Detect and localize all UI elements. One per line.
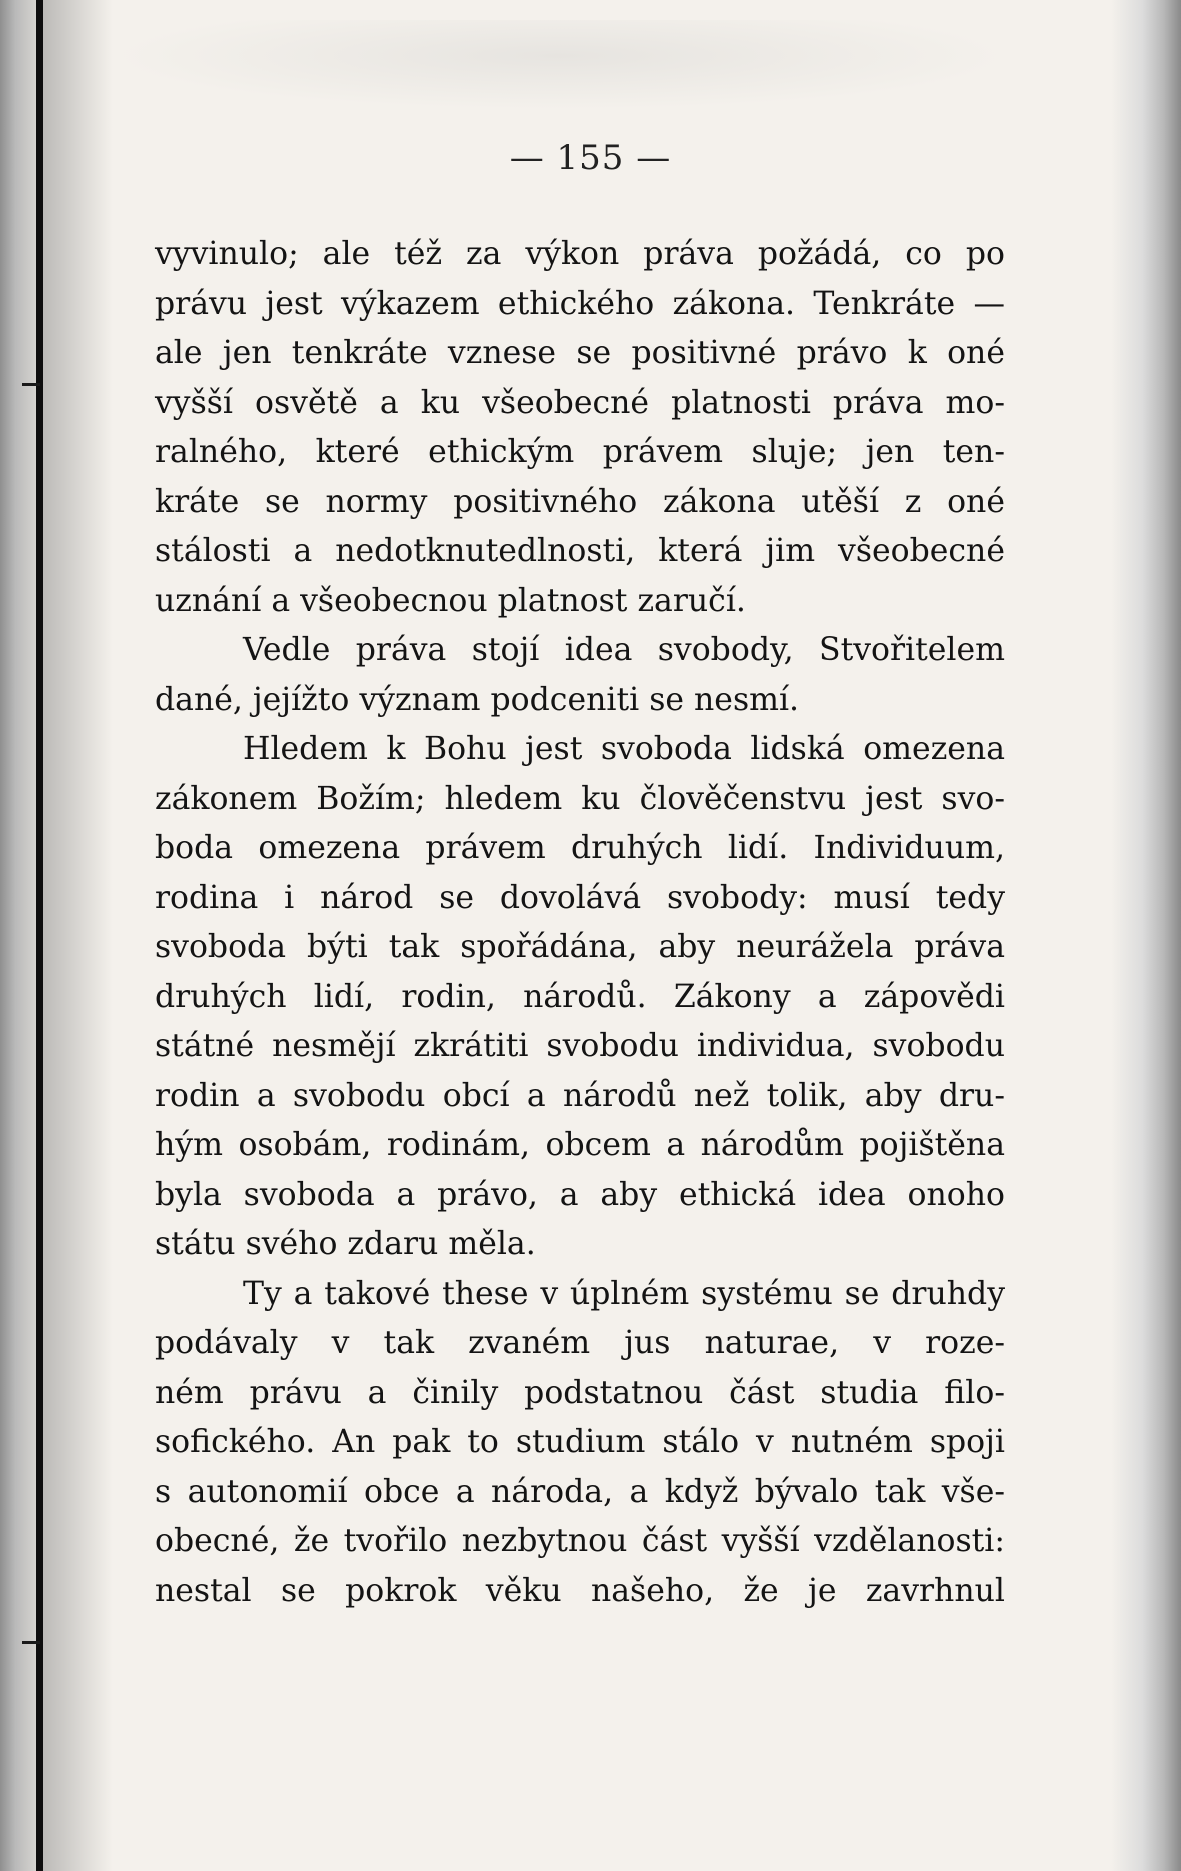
paper-stain	[110, 20, 1010, 110]
text-line: rodin a svobodu obcí a národů než tolik, aby dru-	[155, 1077, 1005, 1114]
book-gutter-edge	[36, 0, 43, 1871]
text-line: rodina i národ se dovolává svobody: musí tedy	[155, 879, 1005, 916]
text-line: Hledem k Bohu jest svoboda lidská omezena	[243, 731, 1005, 767]
text-line: právu jest výkazem ethického zákona. Tenkráte —	[155, 285, 1005, 322]
text-line: obecné, že tvořilo nezbytnou část vyšší vzdělanosti:	[155, 1523, 1005, 1559]
text-line: svoboda býti tak spořádána, aby neurážela práva	[155, 929, 1005, 965]
text-line: vyšší osvětě a ku všeobecné platnosti práva mo-	[155, 384, 1005, 421]
book-spine-shadow	[0, 0, 38, 1871]
text-line: státu svého zdaru měla.	[155, 1226, 536, 1262]
margin-mark	[22, 1641, 40, 1644]
text-line: hým osobám, rodinám, obcem a národům pojištěna	[155, 1127, 1005, 1163]
text-line: podávaly v tak zvaném jus naturae, v roze-	[155, 1325, 1005, 1361]
body-text	[155, 230, 1005, 1616]
text-line: boda omezena právem druhých lidí. Individuum,	[155, 830, 1005, 866]
text-line: nestal se pokrok věku našeho, že je zavrhnul	[155, 1572, 1005, 1609]
page-number: — 155 —	[509, 138, 672, 178]
text-line: zákonem Božím; hledem ku člověčenstvu jest svo-	[155, 780, 1005, 817]
text-line: ralného, které ethickým právem sluje; jen ten-	[155, 434, 1005, 470]
text-line: stálosti a nedotknutedlnosti, která jim všeobecné	[155, 533, 1005, 569]
text-line: uznání a všeobecnou platnost zaručí.	[155, 582, 746, 619]
text-line: byla svoboda a právo, a aby ethická idea onoho	[155, 1176, 1005, 1213]
text-line: dané, jejížto význam podceniti se nesmí.	[155, 681, 800, 718]
text-line: sofického. An pak to studium stálo v nutném spoji	[155, 1424, 1005, 1460]
margin-mark	[22, 383, 40, 386]
text-line: ale jen tenkráte vznese se positivné právo k oné	[155, 335, 1005, 371]
text-line: vyvinulo; ale též za výkon práva požádá, co po	[155, 236, 1005, 272]
text-line: ném právu a činily podstatnou část studia filo-	[155, 1374, 1005, 1411]
text-line: kráte se normy positivného zákona utěší z oné	[155, 483, 1005, 520]
text-line: s autonomií obce a národa, a když bývalo tak vše-	[155, 1473, 1005, 1510]
text-line: druhých lidí, rodin, národů. Zákony a zápovědi	[155, 978, 1005, 1015]
gutter-shade	[43, 0, 113, 1871]
text-line: státné nesmějí zkrátiti svobodu individua, svobodu	[155, 1028, 1005, 1064]
text-line: Ty a takové these v úplném systému se druhdy	[243, 1275, 1005, 1312]
page-edge-shade	[1111, 0, 1181, 1871]
text-line: Vedle práva stojí idea svobody, Stvořitelem	[243, 632, 1005, 668]
